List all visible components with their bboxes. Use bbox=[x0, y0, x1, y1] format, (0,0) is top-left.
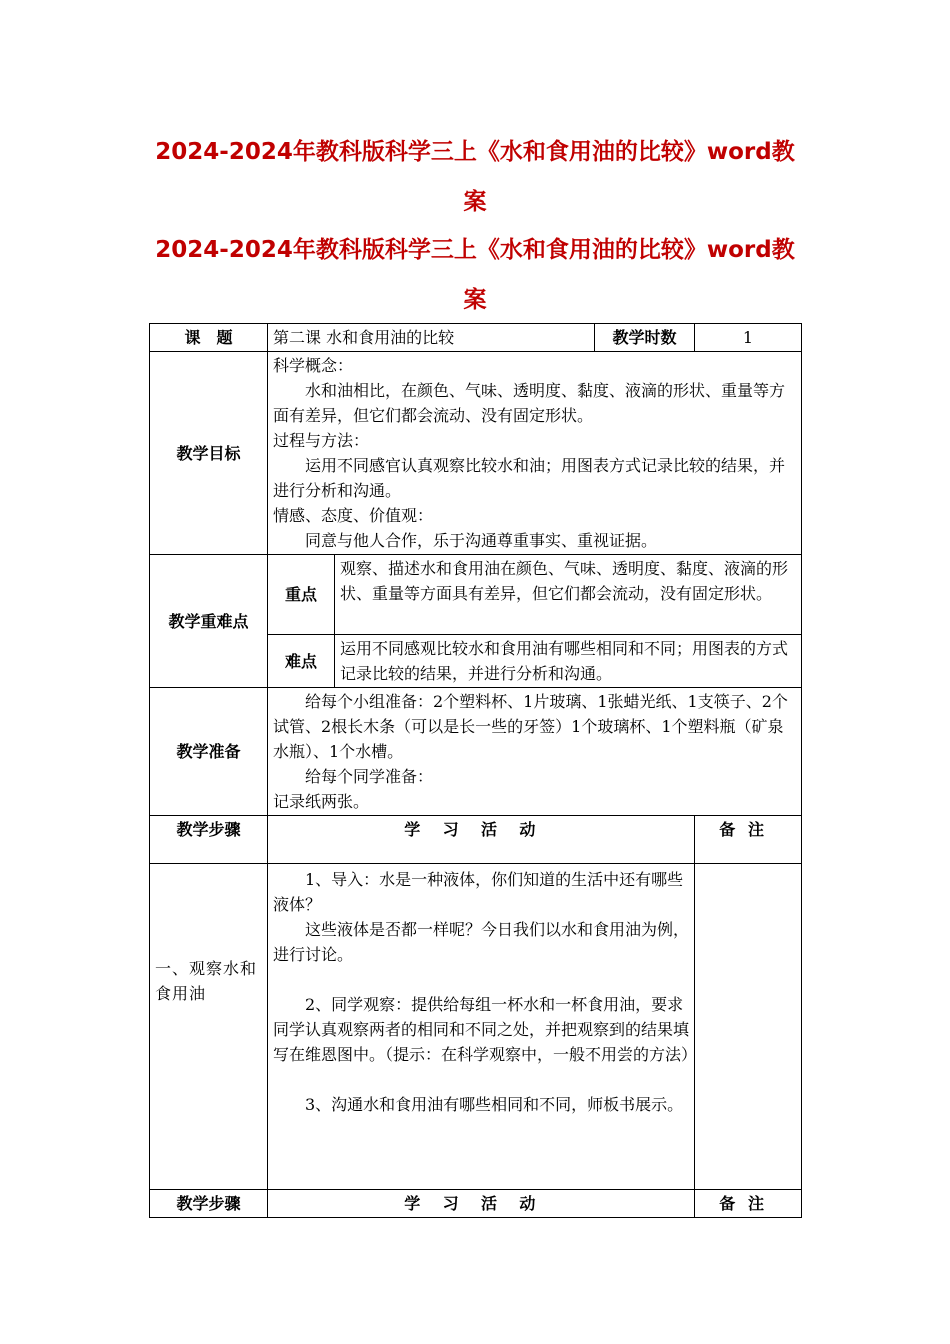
prep-student-text: 记录纸两张。 bbox=[273, 792, 370, 811]
section1-label: 一、观察水和食用油 bbox=[150, 864, 268, 1190]
topic-label: 课 题 bbox=[150, 324, 268, 352]
activity-2-text: 2、同学观察：提供给每组一杯水和一杯食用油，要求同学认真观察两者的相同和不同之处，并把观察到的结果填写在维恩图中。（提示：在科学观察中，一般不用尝的方法） bbox=[273, 995, 698, 1064]
steps-label-2: 教学步骤 bbox=[150, 1190, 268, 1218]
steps-label: 教学步骤 bbox=[150, 816, 268, 864]
concept-heading: 科学概念： bbox=[273, 356, 354, 375]
activity-1b-text: 这些液体是否都一样呢？今日我们以水和食用油为例，进行讨论。 bbox=[273, 920, 690, 964]
section1-row bbox=[150, 864, 802, 1190]
key-point-text: 观察、描述水和食用油在颜色、气味、透明度、黏度、液滴的形状、重量等方面具有差异，但它们都会流动，没有固定形状。 bbox=[335, 555, 802, 635]
prep-group-text: 给每个小组准备：2个塑料杯、1片玻璃、1张蜡光纸、1支筷子、2个试管、2根长木条（可以是长一些的牙签）1个玻璃杯、1个塑料瓶（矿泉水瓶）、1个水槽。 bbox=[273, 692, 788, 761]
hours-value: 1 bbox=[695, 324, 802, 352]
document-title-line-end: 案 bbox=[463, 189, 487, 215]
activity-1a-text: 1、导入：水是一种液体，你们知道的生活中还有哪些液体？ bbox=[273, 870, 684, 914]
prep-row bbox=[150, 688, 802, 816]
goals-row bbox=[150, 352, 802, 555]
attitude-text: 同意与他人合作，乐于沟通尊重事实、重视证据。 bbox=[305, 531, 658, 550]
spacer bbox=[273, 967, 689, 992]
method-heading: 过程与方法： bbox=[273, 431, 370, 450]
section1-remarks bbox=[695, 864, 802, 1190]
remarks-label-2: 备注 bbox=[695, 1190, 802, 1218]
prep-student-heading: 给每个同学准备： bbox=[305, 767, 434, 786]
key-point-row bbox=[150, 555, 802, 635]
goals-content bbox=[268, 352, 802, 555]
attitude-heading: 情感、态度、价值观： bbox=[273, 506, 434, 525]
hours-label: 教学时数 bbox=[595, 324, 695, 352]
spacer bbox=[273, 1067, 689, 1092]
key-point-label: 重点 bbox=[268, 555, 335, 635]
document-title-line: 2024-2024年教科版科学三上《水和食用油的比较》word教 bbox=[155, 237, 795, 263]
prep-content bbox=[268, 688, 802, 816]
difficulty-label: 难点 bbox=[268, 635, 335, 688]
topic-value: 第二课 水和食用油的比较 bbox=[268, 324, 595, 352]
concept-text: 水和油相比，在颜色、气味、透明度、黏度、液滴的形状、重量等方面有差异，但它们都会流动、没有固定形状。 bbox=[273, 381, 786, 425]
activity-label-2: 学习活动 bbox=[268, 1190, 695, 1218]
activity-3-text: 3、沟通水和食用油有哪些相同和不同，师板书展示。 bbox=[305, 1095, 684, 1114]
steps-header-row-2 bbox=[150, 1190, 802, 1218]
section1-activities bbox=[268, 864, 698, 1190]
steps-header-row bbox=[150, 816, 802, 864]
goals-label: 教学目标 bbox=[150, 352, 268, 555]
activity-label: 学习活动 bbox=[268, 816, 695, 864]
document-title-line: 2024-2024年教科版科学三上《水和食用油的比较》word教 bbox=[155, 139, 795, 165]
topic-row bbox=[150, 324, 802, 352]
difficulty-text: 运用不同感观比较水和食用油有哪些相同和不同；用图表的方式记录比较的结果，并进行分析和沟通。 bbox=[335, 635, 802, 688]
document-title-repeat bbox=[130, 225, 820, 325]
prep-label: 教学准备 bbox=[150, 688, 268, 816]
method-text: 运用不同感官认真观察比较水和油；用图表方式记录比较的结果，并进行分析和沟通。 bbox=[273, 456, 786, 500]
document-title-line-end: 案 bbox=[463, 287, 487, 313]
document-title bbox=[130, 127, 820, 227]
remarks-label: 备注 bbox=[695, 816, 802, 864]
lesson-plan-table bbox=[149, 323, 802, 1218]
key-difficulty-label: 教学重难点 bbox=[150, 555, 268, 688]
